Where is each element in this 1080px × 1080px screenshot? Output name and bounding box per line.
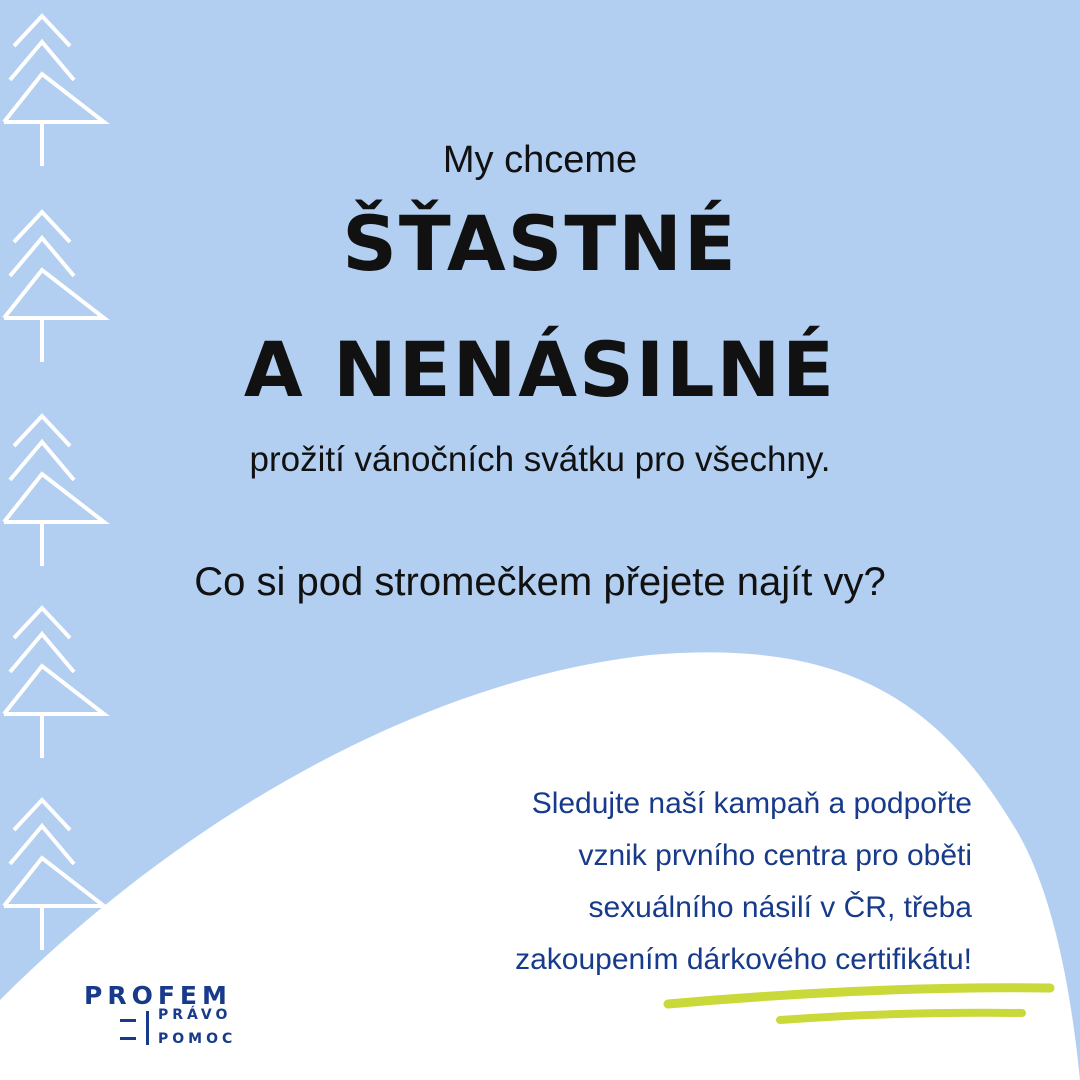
campaign-line-4: zakoupením dárkového certifikátu! bbox=[515, 943, 972, 976]
logo-tagline-2: POMOC bbox=[158, 1031, 237, 1047]
logo-wordmark: PROFEM bbox=[84, 981, 232, 1010]
headline-line-2: A NENÁSILNÉ bbox=[243, 325, 837, 414]
profem-logo bbox=[84, 981, 237, 1047]
campaign-line-3: sexuálního násilí v ČR, třeba bbox=[588, 891, 972, 924]
logo-bar-top bbox=[120, 1019, 136, 1022]
intro-text: My chceme bbox=[442, 139, 638, 181]
logo-tagline-1: PRÁVO bbox=[158, 1007, 232, 1023]
question-text: Co si pod stromečkem přejete najít vy? bbox=[194, 560, 886, 604]
logo-divider bbox=[146, 1011, 149, 1045]
logo-bar-bottom bbox=[120, 1037, 136, 1040]
campaign-line-1: Sledujte naší kampaň a podpořte bbox=[531, 787, 972, 820]
subline-text: prožití vánočních svátku pro všechny. bbox=[249, 440, 831, 479]
headline-line-1: ŠŤASTNÉ bbox=[342, 199, 738, 288]
campaign-line-2: vznik prvního centra pro oběti bbox=[578, 839, 972, 872]
